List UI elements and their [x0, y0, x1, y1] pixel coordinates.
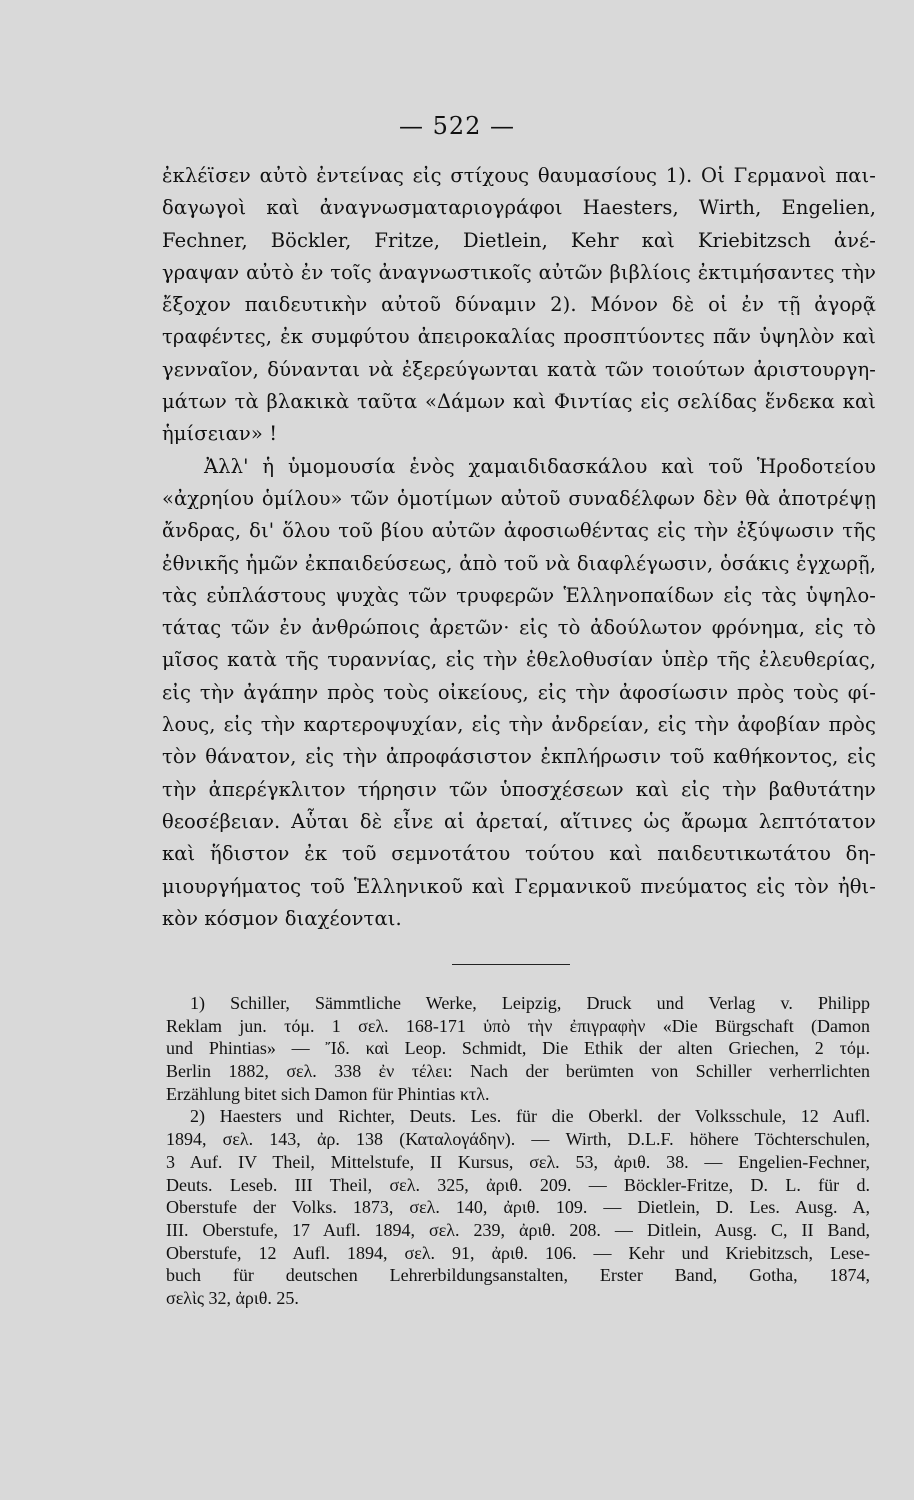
footnote-line: Erzählung bitet sich Damon für Phintias κτλ. [166, 1083, 490, 1104]
footnote-line: III. Oberstufe, 17 Aufl. 1894, σελ. 239, ἀριθ. 208. — Ditlein, Ausg. C, II Band, [166, 1219, 870, 1240]
text-line: γραψαν αὐτὸ ἐν τοῖς ἀναγνωστικοῖς αὐτῶν βιβλίοις ἐκτιμήσαντες τὴν [162, 260, 876, 284]
text-line: ἐθνικῆς ἡμῶν ἐκπαιδεύσεως, ἀπὸ τοῦ νὰ διαφλέγωσιν, ὁσάκις ἐγχωρῇ, [162, 551, 876, 575]
text-line: τραφέντες, ἐκ συμφύτου ἀπειροκαλίας προσπτύοντες πᾶν ὑψηλὸν καὶ [162, 325, 876, 349]
footnote-line: 2) Haesters und Richter, Deuts. Les. für die Oberkl. der Volksschule, 12 Aufl. [190, 1106, 870, 1127]
footnote-line: Oberstufe, 12 Aufl. 1894, σελ. 91, ἀριθ. 106. — Kehr und Kriebitzsch, Lese- [166, 1242, 870, 1263]
page-number: — 522 — [398, 112, 516, 140]
footnote-line: 1894, σελ. 143, ἀρ. 138 (Καταλογάδην). — Wirth, D.L.F. höhere Töchterschulen, [166, 1129, 870, 1150]
footnote-divider [452, 964, 570, 965]
text-line: μῖσος κατὰ τῆς τυραννίας, εἰς τὴν ἐθελοθυσίαν ὑπὲρ τῆς ἐλευθερίας, [162, 648, 876, 672]
footnote-line: σελὶς 32, ἀριθ. 25. [166, 1287, 299, 1308]
footnote-line: 3 Auf. IV Theil, Mittelstufe, II Kursus, σελ. 53, ἀριθ. 38. — Engelien-Fechner, [166, 1151, 870, 1172]
text-line: μιουργήματος τοῦ Ἑλληνικοῦ καὶ Γερμανικοῦ πνεύματος εἰς τὸν ἠθι- [162, 874, 876, 898]
footnote-line: und Phintias» — Ἴδ. καὶ Leop. Schmidt, Die Ethik der alten Griechen, 2 τόμ. [166, 1038, 870, 1059]
footnotes [166, 992, 870, 1310]
main-text [162, 160, 876, 935]
text-line: Ἀλλ' ἡ ὑμομουσία ἑνὸς χαμαιδιδασκάλου καὶ τοῦ Ἡροδοτείου [204, 454, 876, 478]
text-line: καὶ ἥδιστον ἐκ τοῦ σεμνοτάτου τούτου καὶ παιδευτικωτάτου δη- [162, 842, 876, 866]
text-line: τὰς εὐπλάστους ψυχὰς τῶν τρυφερῶν Ἑλληνοπαίδων εἰς τὰς ὑψηλο- [162, 583, 876, 607]
text-line: δαγωγοὶ καὶ ἀναγνωσματαριογράφοι Haesters, Wirth, Engelien, [162, 196, 876, 220]
text-line: ἄνδρας, δι' ὅλου τοῦ βίου αὐτῶν ἀφοσιωθέντας εἰς τὴν ἐξύψωσιν τῆς [162, 519, 876, 543]
text-line: εἰς τὴν ἀγάπην πρὸς τοὺς οἰκείους, εἰς τὴν ἀφοσίωσιν πρὸς τοὺς φί- [162, 680, 876, 704]
footnote-line: Oberstufe der Volks. 1873, σελ. 140, ἀριθ. 109. — Dietlein, D. Les. Ausg. A, [166, 1197, 870, 1218]
text-line: ἐκλέϊσεν αὐτὸ ἐντείνας εἰς στίχους θαυμασίους 1). Οἱ Γερμανοὶ παι- [162, 164, 876, 187]
footnote-line: buch für deutschen Lehrerbildungsanstalten, Erster Band, Gotha, 1874, [166, 1265, 870, 1286]
text-line: τὸν θάνατον, εἰς τὴν ἀπροφάσιστον ἐκπλήρωσιν τοῦ καθήκοντος, εἰς [162, 745, 876, 769]
text-line: γενναῖον, δύνανται νὰ ἐξερεύγωνται κατὰ τῶν τοιούτων ἀριστουργη- [162, 357, 876, 381]
footnote-line: Reklam jun. τόμ. 1 σελ. 168-171 ὑπὸ τὴν ἐπιγραφὴν «Die Bürgschaft (Damon [166, 1015, 870, 1036]
text-line: «ἀχρηίου ὁμίλου» τῶν ὁμοτίμων αὐτοῦ συναδέλφων δὲν θὰ ἀποτρέψῃ [162, 486, 876, 510]
text-line: μάτων τὰ βλακικὰ ταῦτα «Δάμων καὶ Φιντίας εἰς σελίδας ἕνδεκα καὶ [162, 390, 876, 414]
text-line: Fechner, Böckler, Fritze, Dietlein, Kehr καὶ Kriebitzsch ἀνέ- [162, 228, 876, 252]
footnote-line: 1) Schiller, Sämmtliche Werke, Leipzig, Druck und Verlag v. Philipp [190, 993, 870, 1013]
text-line: ἔξοχον παιδευτικὴν αὐτοῦ δύναμιν 2). Μόνον δὲ οἱ ἐν τῇ ἀγορᾷ [162, 293, 876, 317]
text-line: κὸν κόσμον διαχέονται. [162, 906, 402, 930]
footnote-line: Berlin 1882, σελ. 338 ἐν τέλει: Nach der berümten von Schiller verherrlichten [166, 1061, 870, 1082]
text-line: θεοσέβειαν. Αὗται δὲ εἶνε αἱ ἀρεταί, αἵτινες ὡς ἄρωμα λεπτότατον [162, 809, 876, 833]
footnote-line: Deuts. Leseb. III Theil, σελ. 325, ἀριθ. 209. — Böckler-Fritze, D. L. für d. [166, 1174, 870, 1195]
text-line: τὴν ἀπερέγκλιτον τήρησιν τῶν ὑποσχέσεων καὶ εἰς τὴν βαθυτάτην [162, 777, 876, 801]
text-line: ἡμίσειαν» ! [162, 422, 278, 446]
text-line: λους, εἰς τὴν καρτεροψυχίαν, εἰς τὴν ἀνδρείαν, εἰς τὴν ἀφοβίαν πρὸς [162, 713, 876, 737]
text-line: τάτας τῶν ἐν ἀνθρώποις ἀρετῶν· εἰς τὸ ἀδούλωτον φρόνημα, εἰς τὸ [162, 616, 876, 640]
